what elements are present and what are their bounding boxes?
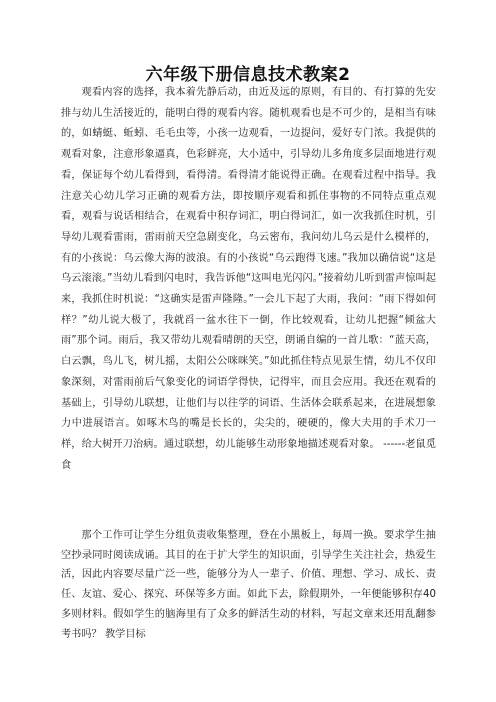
paragraph-text: 观看内容的选择，我本着先静后动，由近及远的原则，有目的、有打算的先安排与幼儿生活接近的，能明白得的观看内容。随机观看也是不可少的，是相当有味的，如蜻蜓、蚯蚓、毛毛虫等，小孩一边观看，一边提问，爱好专门浓。我提供的观看对象，注意形象逼真，色彩鲜亮，大小适中，引导幼儿多角度多层面地进行观看，保证每个幼儿看得到，看得清。看得清才能说得正确。在观看过程中指导。我注意关心幼儿学习正确的观看方法，即按顺序观看和抓住事物的不同特点重点观看，观看与说话相结合，在观看中积存词汇，明白得词汇，如一次我抓住时机，引导幼儿观看雷雨，雷雨前天空急剧变化，乌云密布，我问幼儿乌云是什么模样的，有的小孩说：乌云像大海的波浪。有的小孩说“乌云跑得飞速。”我加以确信说“这是乌云滚滚。”当幼儿看到闪电时，我告诉他“这叫电光闪闪。”接着幼儿听到雷声惊叫起来，我抓住时机说：“这确实是雷声隆隆。”一会儿下起了大雨，我问：“雨下得如何样？”幼儿说大极了，我就舀一盆水往下一倒，作比较观看，让幼儿把握“倾盆大雨”那个词。雨后，我又带幼儿观看晴朗的天空，朗诵自编的一首儿歌：“蓝天高，白云飘，鸟儿飞，树儿摇，太阳公公咪咪笑。”如此抓住特点见景生情，幼儿不仅印象深刻，对雷雨前后气象变化的词语学得快，记得牢，而且会应用。我还在观看的基础上，引导幼儿联想，让他们与以往学的词语、生活体会联系起来，在进展想象力中进展语言。如啄木鸟的嘴是长长的，尖尖的，硬硬的，像大夫用的手术刀一样，给大树开刀治病。通过联想，幼儿能够生动形象地描述观看对象。 ------老鼠觅食: [61, 87, 436, 471]
paragraph-text: 那个工作可让学生分组负责收集整理，登在小黑板上，每周一换。要求学生抽空抄录同时阅读成诵。其目的在于扩大学生的知识面，引导学生关注社会，热爱生活，因此内容要尽量广泛一些，能够分为人一辈子、价值、理想、学习、成长、责任、友谊、爱心、探究、环保等多方面。如此下去，除假期外，一年便能够积存40多则材料。假如学生的脑海里有了众多的鲜活生动的材料，写起文章来还用乱翻参考书吗？ 教学目标: [61, 530, 436, 640]
body-paragraph-2: [61, 526, 436, 644]
body-paragraph-1: [61, 83, 436, 476]
document-title: 六年级下册信息技术教案2: [145, 65, 351, 85]
